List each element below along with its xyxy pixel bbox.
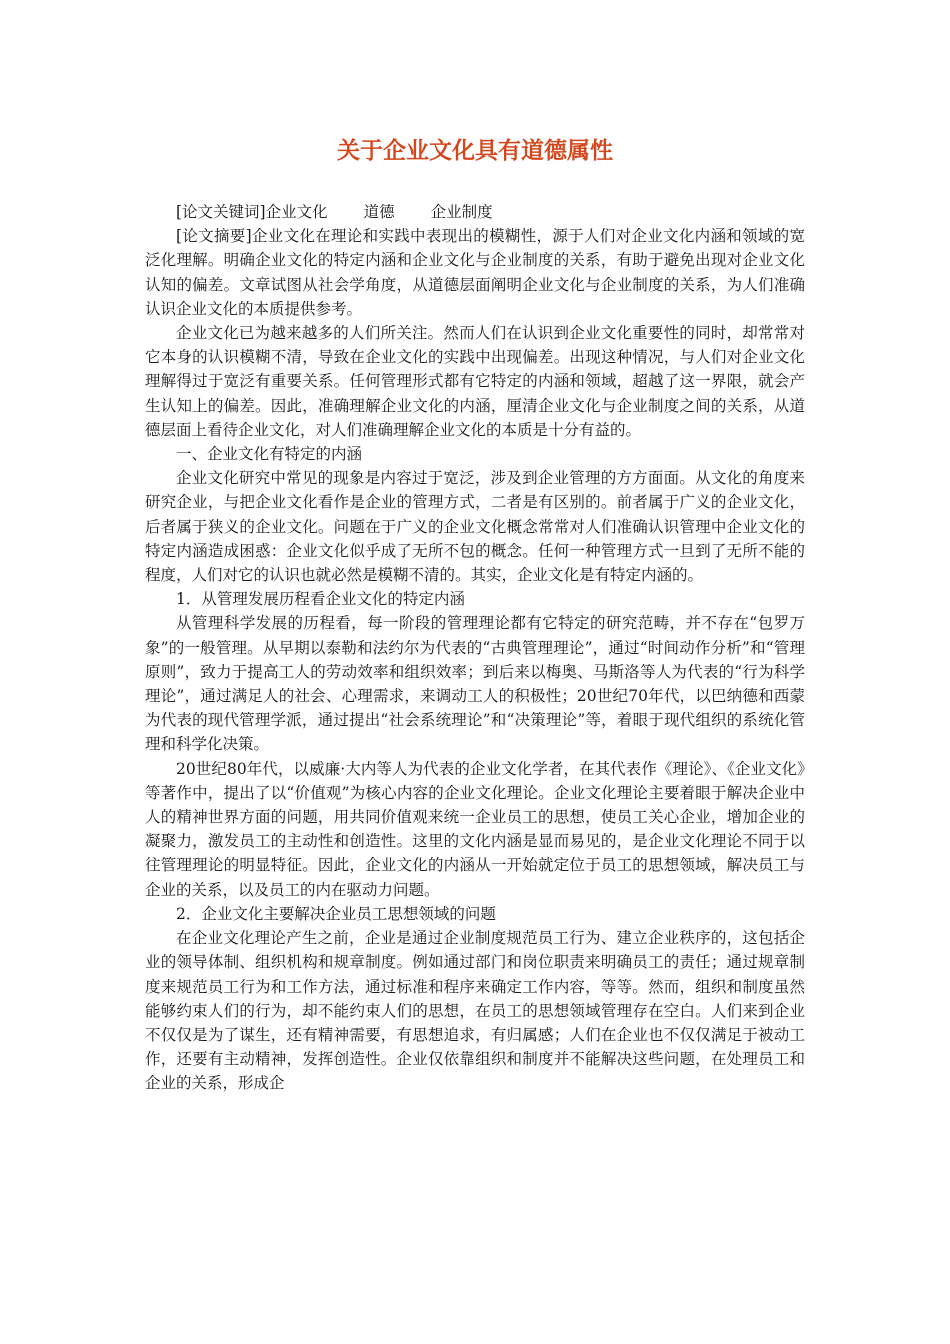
body-paragraph: 20世纪80年代，以威廉·大内等人为代表的企业文化学者，在其代表作《理论》、《企业文化》等著作中，提出了以“价值观”为核心内容的企业文化理论。企业文化理论主要着眼于解决企业中人的精神世界方面的问题，用共同价值观来统一企业员工的思想，使员工关心企业，增加企业的凝聚力，激发员工的主动性和创造性。这里的文化内涵是显而易见的，是企业文化理论不同于以往管理理论的明显特征。因此，企业文化的内涵从一开始就定位于员工的思想领域，解决员工与企业的关系，以及员工的内在驱动力问题。: [145, 759, 805, 899]
subsection-heading: 1．从管理发展历程看企业文化的特定内涵: [176, 590, 465, 609]
section-heading: 一、企业文化有特定的内涵: [176, 445, 363, 464]
body-paragraph: 在企业文化理论产生之前，企业是通过企业制度规范员工行为、建立企业秩序的，这包括企业的领导体制、组织机构和规章制度。例如通过部门和岗位职责来明确员工的责任；通过规章制度来规范员工行为和工作方法，通过标准和程序来确定工作内容，等等。然而，组织和制度虽然能够约束人们的行为，却不能约束人们的思想，在员工的思想领域管理存在空白。人们来到企业不仅仅是为了谋生，还有精神需要，有思想追求，有归属感；人们在企业也不仅仅满足于被动工作，还要有主动精神，发挥创造性。企业仅依靠组织和制度并不能解决这些问题，在处理员工和企业的关系，形成企: [145, 929, 805, 1093]
body-paragraph: 企业文化研究中常见的现象是内容过于宽泛，涉及到企业管理的方方面面。从文化的角度来研究企业，与把企业文化看作是企业的管理方式，二者是有区别的。前者属于广义的企业文化，后者属于狭义的企业文化。问题在于广义的企业文化概念常常对人们准确认识管理中企业文化的特定内涵造成困惑：企业文化似乎成了无所不包的概念。任何一种管理方式一旦到了无所不能的程度，人们对它的认识也就必然是模糊不清的。其实，企业文化是有特定内涵的。: [145, 469, 805, 585]
subsection-heading: 2．企业文化主要解决企业员工思想领域的问题: [176, 904, 496, 923]
body-paragraph: 从管理科学发展的历程看，每一阶段的管理理论都有它特定的研究范畴，并不存在“包罗万象”的一般管理。从早期以泰勒和法约尔为代表的“古典管理理论”，通过“时间动作分析”和“管理原则”，致力于提高工人的劳动效率和组织效率；到后来以梅奥、马斯洛等人为代表的“行为科学理论”，通过满足人的社会、心理需求，来调动工人的积极性；20世纪70年代，以巴纳德和西蒙为代表的现代管理学派，通过提出“社会系统理论”和“决策理论”等，着眼于现代组织的系统化管理和科学化决策。: [145, 614, 805, 754]
keywords-line: [145, 200, 805, 224]
keyword-item: 企业文化: [265, 203, 328, 221]
keywords-label: [论文关键词]: [176, 203, 266, 221]
abstract-paragraph: [论文摘要]企业文化在理论和实践中表现出的模糊性，源于人们对企业文化内涵和领域的宽泛化理解。明确企业文化的特定内涵和企业文化与企业制度的关系，有助于避免出现对企业文化认知的偏差。文章试图从社会学角度，从道德层面阐明企业文化与企业制度的关系，为人们准确认识企业文化的本质提供参考。: [145, 227, 805, 318]
keyword-item: 道德: [363, 203, 395, 221]
document-title: 关于企业文化具有道德属性: [337, 138, 613, 164]
document-body: [145, 200, 805, 1096]
keyword-item: 企业制度: [430, 203, 493, 221]
body-paragraph: 企业文化已为越来越多的人们所关注。然而人们在认识到企业文化重要性的同时，却常常对它本身的认识模糊不清，导致在企业文化的实践中出现偏差。出现这种情况，与人们对企业文化理解得过于宽泛有重要关系。任何管理形式都有它特定的内涵和领域，超越了这一界限，就会产生认知上的偏差。因此，准确理解企业文化的内涵，厘清企业文化与企业制度之间的关系，从道德层面上看待企业文化，对人们准确理解企业文化的本质是十分有益的。: [145, 324, 805, 439]
